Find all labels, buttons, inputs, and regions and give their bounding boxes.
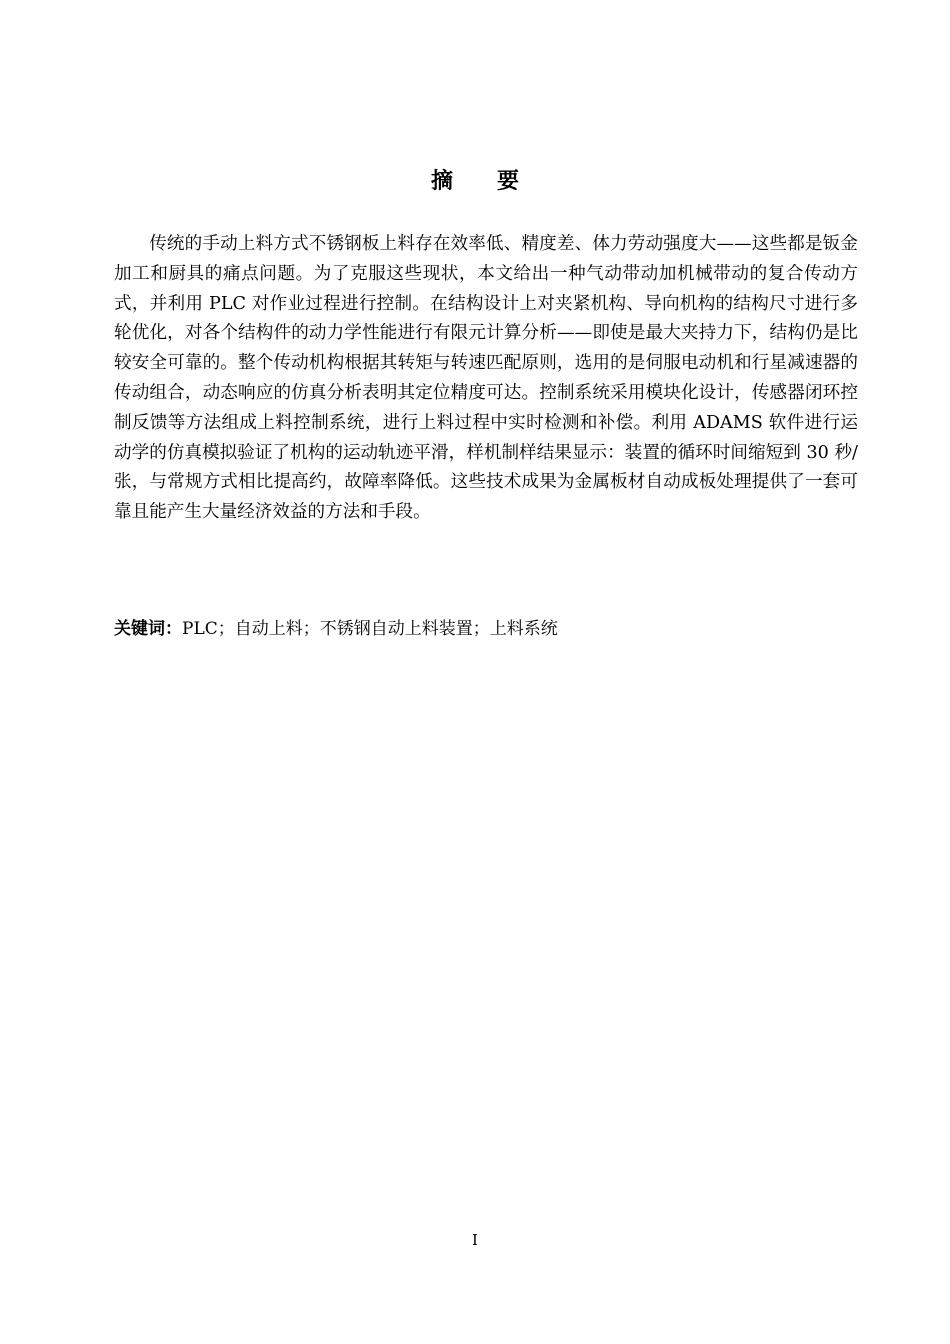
keywords-label: 关键词： [114, 619, 182, 639]
abstract-title-part2: 要 [497, 169, 520, 194]
keywords-text: PLC；自动上料；不锈钢自动上料装置；上料系统 [182, 619, 558, 639]
page-number: I [472, 1231, 478, 1249]
keywords-line [114, 615, 858, 643]
abstract-body: 传统的手动上料方式不锈钢板上料存在效率低、精度差、体力劳动强度大——这些都是钣金加工和厨具的痛点问题。为了克服这些现状，本文给出一种气动带动加机械带动的复合传动方式，并利用 PLC 对作业过程进行控制。在结构设计上对夹紧机构、导向机构的结构尺寸进行多轮优化，对各个结构件的动力学性能进行有限元计算分析——即使是最大夹持力下，结构仍是比较安全可靠的。整个传动机构根据其转矩与转速匹配原则，选用的是伺服电动机和行星减速器的传动组合，动态响应的仿真分析表明其定位精度可达。控制系统采用模块化设计，传感器闭环控制反馈等方法组成上料控制系统，进行上料过程中实时检测和补偿。利用 ADAMS 软件进行运动学的仿真模拟验证了机构的运动轨迹平滑，样机制样结果显示：装置的循环时间缩短到 30 秒/张，与常规方式相比提高约，故障率降低。这些技术成果为金属板材自动成板处理提供了一套可靠且能产生大量经济效益的方法和手段。 [114, 234, 858, 523]
abstract-title [0, 166, 950, 198]
abstract-title-part1: 摘 [430, 169, 453, 194]
